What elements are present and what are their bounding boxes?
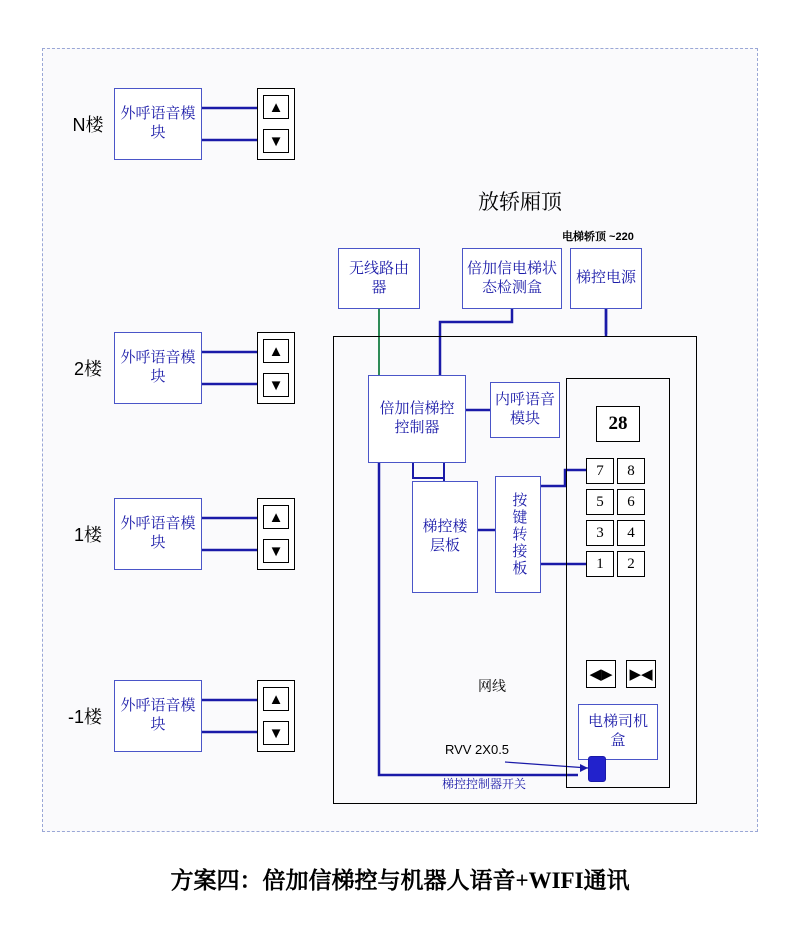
key-adapter-board-label: 按键转接板 xyxy=(510,492,528,577)
elevator-driver-box: 电梯司机盒 xyxy=(578,704,658,760)
cop-button-4[interactable]: 4 xyxy=(617,520,645,546)
hall-call-up-1[interactable]: ▲ xyxy=(263,339,289,363)
elevator-status-detector-box: 倍加信电梯状态检测盒 xyxy=(462,248,562,309)
hall-call-down-0[interactable]: ▼ xyxy=(263,129,289,153)
door-close-icon[interactable]: ▶◀ xyxy=(626,660,656,688)
wireless-router-box: 无线路由器 xyxy=(338,248,420,309)
cop-button-8[interactable]: 8 xyxy=(617,458,645,484)
hall-call-buttons-1[interactable] xyxy=(257,332,295,404)
inner-voice-module-box: 内呼语音模块 xyxy=(490,382,560,438)
floor-label-2: 1楼 xyxy=(73,525,102,545)
floor-label-3: -1楼 xyxy=(67,707,102,727)
cop-button-7[interactable]: 7 xyxy=(586,458,614,484)
hall-call-buttons-0[interactable] xyxy=(257,88,295,160)
controller-switch-label: 梯控控制器开关 xyxy=(441,776,526,791)
outer-voice-module-2: 外呼语音模块 xyxy=(114,498,202,570)
controller-switch-toggle[interactable] xyxy=(588,756,606,782)
rvv-cable-label: RVV 2X0.5 xyxy=(444,741,510,757)
hall-call-buttons-2[interactable] xyxy=(257,498,295,570)
cop-button-3[interactable]: 3 xyxy=(586,520,614,546)
floor-label-1: 2楼 xyxy=(73,359,102,379)
network-cable-label: 网线 xyxy=(478,678,506,694)
cop-button-2[interactable]: 2 xyxy=(617,551,645,577)
outer-voice-module-3: 外呼语音模块 xyxy=(114,680,202,752)
key-adapter-board-box xyxy=(495,476,541,593)
hall-call-down-2[interactable]: ▼ xyxy=(263,539,289,563)
cop-numpad[interactable] xyxy=(586,458,643,577)
elevator-power-box: 梯控电源 xyxy=(570,248,642,309)
cop-button-5[interactable]: 5 xyxy=(586,489,614,515)
cop-button-6[interactable]: 6 xyxy=(617,489,645,515)
hall-call-up-3[interactable]: ▲ xyxy=(263,687,289,711)
diagram-title: 放轿厢顶 xyxy=(478,191,562,214)
figure-caption: 方案四：倍加信梯控与机器人语音+WIFI通讯 xyxy=(170,868,630,893)
power-note: 电梯轿顶 ~220 xyxy=(562,231,634,243)
door-open-icon[interactable]: ◀▶ xyxy=(586,660,616,688)
hall-call-down-1[interactable]: ▼ xyxy=(263,373,289,397)
outer-voice-module-0: 外呼语音模块 xyxy=(114,88,202,160)
hall-call-down-3[interactable]: ▼ xyxy=(263,721,289,745)
hall-call-buttons-3[interactable] xyxy=(257,680,295,752)
hall-call-up-0[interactable]: ▲ xyxy=(263,95,289,119)
floor-board-box: 梯控楼层板 xyxy=(412,481,478,593)
cop-button-1[interactable]: 1 xyxy=(586,551,614,577)
floor-display: 28 xyxy=(596,406,640,442)
elevator-controller-box: 倍加信梯控控制器 xyxy=(368,375,466,463)
outer-voice-module-1: 外呼语音模块 xyxy=(114,332,202,404)
hall-call-up-2[interactable]: ▲ xyxy=(263,505,289,529)
floor-label-0: N楼 xyxy=(72,115,104,135)
